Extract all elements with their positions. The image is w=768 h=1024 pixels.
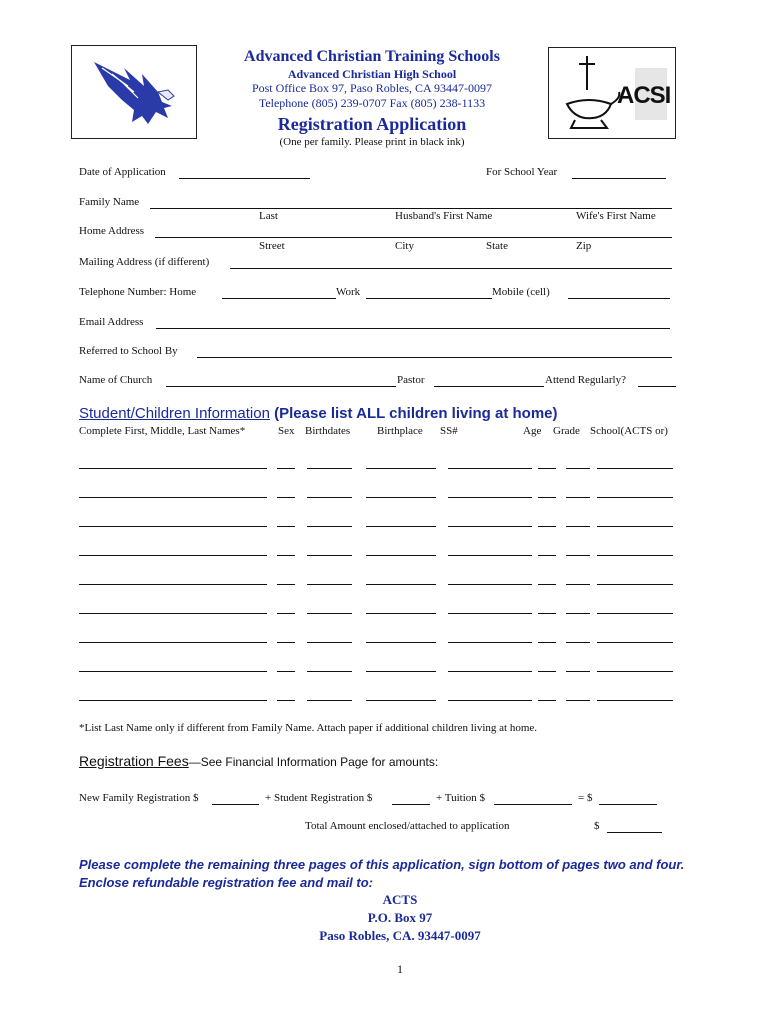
student-row-4-name-field[interactable] — [79, 555, 267, 556]
student-row-3-birthdate-field[interactable] — [307, 526, 352, 527]
student-row-8-birthdate-field[interactable] — [307, 671, 352, 672]
tuition-label: + Tuition $ — [436, 792, 486, 804]
student-row-8-name-field[interactable] — [79, 671, 267, 672]
year-label: For School Year — [486, 166, 558, 178]
student-row-3-sex-field[interactable] — [277, 526, 295, 527]
student-row-2-school-field[interactable] — [597, 497, 673, 498]
student-row-8-age-field[interactable] — [538, 671, 556, 672]
subtotal-field[interactable] — [599, 804, 657, 805]
student-row-2-sex-field[interactable] — [277, 497, 295, 498]
family-label: Family Name — [79, 196, 140, 208]
eagle-logo — [71, 45, 197, 139]
tuition-field[interactable] — [494, 804, 572, 805]
student-row-8-ssn-field[interactable] — [448, 671, 532, 672]
student-row-3-name-field[interactable] — [79, 526, 267, 527]
closing-line-2: Enclose refundable registration fee and mail to: — [79, 875, 374, 890]
mailing-label: Mailing Address (if different) — [79, 256, 210, 268]
students-heading-note: (Please list ALL children living at home) — [269, 405, 558, 422]
student-row-2-ssn-field[interactable] — [448, 497, 532, 498]
referred-field[interactable] — [197, 357, 672, 358]
col-age: Age — [523, 425, 542, 437]
col-sex: Sex — [278, 425, 295, 437]
student-row-2-grade-field[interactable] — [566, 497, 590, 498]
student-row-9-age-field[interactable] — [538, 700, 556, 701]
fees-heading-main: Registration Fees — [79, 753, 189, 769]
col-names: Complete First, Middle, Last Names* — [79, 425, 246, 437]
acsi-logo-text: ACSI — [617, 82, 671, 109]
student-row-3-ssn-field[interactable] — [448, 526, 532, 527]
student-row-1-sex-field[interactable] — [277, 468, 295, 469]
acsi-logo — [548, 47, 676, 139]
student-row-5-sex-field[interactable] — [277, 584, 295, 585]
student-row-2-birthdate-field[interactable] — [307, 497, 352, 498]
family-sub-wife: Wife's First Name — [576, 210, 656, 222]
email-field[interactable] — [156, 328, 670, 329]
student-row-1-school-field[interactable] — [597, 468, 673, 469]
fees-heading-note: —See Financial Information Page for amounts: — [188, 755, 439, 769]
form-subtitle: (One per family. Please print in black ink) — [279, 136, 465, 148]
work-label: Work — [336, 286, 361, 298]
mail-addr-1: ACTS — [382, 892, 418, 907]
student-row-5-ssn-field[interactable] — [448, 584, 532, 585]
school-name: Advanced Christian High School — [287, 67, 457, 81]
student-row-7-age-field[interactable] — [538, 642, 556, 643]
student-row-6-birthplace-field[interactable] — [366, 613, 436, 614]
students-heading — [79, 405, 558, 422]
family-field[interactable] — [150, 208, 672, 209]
student-row-7-ssn-field[interactable] — [448, 642, 532, 643]
form-title: Registration Application — [277, 114, 467, 134]
student-row-2-name-field[interactable] — [79, 497, 267, 498]
total-field[interactable] — [607, 832, 662, 833]
mobile-label: Mobile (cell) — [492, 286, 550, 298]
student-row-6-name-field[interactable] — [79, 613, 267, 614]
col-birthplace: Birthplace — [377, 425, 423, 437]
student-row-8-grade-field[interactable] — [566, 671, 590, 672]
student-row-9-school-field[interactable] — [597, 700, 673, 701]
mailing-field[interactable] — [230, 268, 672, 269]
student-row-4-age-field[interactable] — [538, 555, 556, 556]
email-label: Email Address — [79, 316, 144, 328]
home-sub-state: State — [486, 240, 508, 252]
student-row-9-grade-field[interactable] — [566, 700, 590, 701]
student-row-6-ssn-field[interactable] — [448, 613, 532, 614]
date-field[interactable] — [179, 178, 310, 179]
pastor-label: Pastor — [397, 374, 425, 386]
student-row-9-ssn-field[interactable] — [448, 700, 532, 701]
fees-heading — [79, 753, 438, 769]
student-reg-fee-field[interactable] — [392, 804, 430, 805]
student-row-3-grade-field[interactable] — [566, 526, 590, 527]
student-row-5-grade-field[interactable] — [566, 584, 590, 585]
student-row-6-school-field[interactable] — [597, 613, 673, 614]
student-row-5-age-field[interactable] — [538, 584, 556, 585]
student-row-6-grade-field[interactable] — [566, 613, 590, 614]
org-name: Advanced Christian Training Schools — [244, 48, 500, 65]
church-label: Name of Church — [79, 374, 153, 386]
student-row-1-birthplace-field[interactable] — [366, 468, 436, 469]
col-grade: Grade — [553, 425, 580, 437]
attend-field[interactable] — [638, 386, 676, 387]
family-sub-husband: Husband's First Name — [395, 210, 493, 222]
tel-label: Telephone Number: Home — [79, 286, 197, 298]
home-field[interactable] — [155, 237, 672, 238]
year-field[interactable] — [572, 178, 666, 179]
student-row-8-sex-field[interactable] — [277, 671, 295, 672]
new-family-label: New Family Registration $ — [79, 792, 199, 804]
student-row-6-sex-field[interactable] — [277, 613, 295, 614]
student-row-4-school-field[interactable] — [597, 555, 673, 556]
tel-work-field[interactable] — [366, 298, 492, 299]
student-row-7-name-field[interactable] — [79, 642, 267, 643]
student-row-4-birthdate-field[interactable] — [307, 555, 352, 556]
total-dollar: $ — [594, 820, 600, 832]
date-label: Date of Application — [79, 166, 166, 178]
student-row-8-school-field[interactable] — [597, 671, 673, 672]
student-row-5-name-field[interactable] — [79, 584, 267, 585]
student-row-1-name-field[interactable] — [79, 468, 267, 469]
student-row-7-birthplace-field[interactable] — [366, 642, 436, 643]
student-row-4-ssn-field[interactable] — [448, 555, 532, 556]
student-row-7-school-field[interactable] — [597, 642, 673, 643]
student-row-6-age-field[interactable] — [538, 613, 556, 614]
student-row-5-school-field[interactable] — [597, 584, 673, 585]
student-row-7-sex-field[interactable] — [277, 642, 295, 643]
home-sub-street: Street — [259, 240, 285, 252]
student-row-9-birthplace-field[interactable] — [366, 700, 436, 701]
mail-addr-2: P.O. Box 97 — [367, 910, 433, 925]
school-phone: Telephone (805) 239-0707 Fax (805) 238-1133 — [258, 96, 486, 110]
school-address: Post Office Box 97, Paso Robles, CA 93447-0097 — [251, 81, 493, 95]
student-row-1-age-field[interactable] — [538, 468, 556, 469]
col-birthdates: Birthdates — [305, 425, 351, 437]
new-family-fee-field[interactable] — [212, 804, 259, 805]
eagle-icon — [72, 46, 196, 138]
student-row-3-age-field[interactable] — [538, 526, 556, 527]
pastor-field[interactable] — [434, 386, 544, 387]
col-ssn: SS# — [440, 425, 458, 437]
student-row-1-grade-field[interactable] — [566, 468, 590, 469]
student-row-4-birthplace-field[interactable] — [366, 555, 436, 556]
tel-mobile-field[interactable] — [568, 298, 670, 299]
student-row-5-birthplace-field[interactable] — [366, 584, 436, 585]
home-sub-city: City — [395, 240, 414, 252]
student-row-1-birthdate-field[interactable] — [307, 468, 352, 469]
student-row-2-birthplace-field[interactable] — [366, 497, 436, 498]
student-row-7-birthdate-field[interactable] — [307, 642, 352, 643]
church-field[interactable] — [166, 386, 396, 387]
student-row-4-grade-field[interactable] — [566, 555, 590, 556]
student-row-2-age-field[interactable] — [538, 497, 556, 498]
student-row-8-birthplace-field[interactable] — [366, 671, 436, 672]
mail-addr-3: Paso Robles, CA. 93447-0097 — [319, 928, 481, 943]
student-row-7-grade-field[interactable] — [566, 642, 590, 643]
student-row-1-ssn-field[interactable] — [448, 468, 532, 469]
tel-home-field[interactable] — [222, 298, 336, 299]
student-row-4-sex-field[interactable] — [277, 555, 295, 556]
students-footnote: *List Last Name only if different from Family Name. Attach paper if additional children living at home. — [79, 722, 538, 734]
student-row-3-birthplace-field[interactable] — [366, 526, 436, 527]
home-label: Home Address — [79, 225, 145, 237]
student-row-9-sex-field[interactable] — [277, 700, 295, 701]
equals-label: = $ — [578, 792, 593, 804]
student-row-3-school-field[interactable] — [597, 526, 673, 527]
student-row-9-name-field[interactable] — [79, 700, 267, 701]
students-heading-main: Student/Children Information — [79, 405, 270, 422]
total-label: Total Amount enclosed/attached to application — [305, 820, 510, 832]
student-reg-label: + Student Registration $ — [265, 792, 373, 804]
home-sub-zip: Zip — [576, 240, 592, 252]
closing-line-1: Please complete the remaining three pages of this application, sign bottom of pages two and four. — [79, 857, 685, 872]
student-row-9-birthdate-field[interactable] — [307, 700, 352, 701]
col-school: School(ACTS or) — [590, 425, 668, 437]
family-sub-last: Last — [259, 210, 278, 222]
referred-label: Referred to School By — [79, 345, 178, 357]
student-row-6-birthdate-field[interactable] — [307, 613, 352, 614]
page-number: 1 — [397, 962, 403, 976]
attend-label: Attend Regularly? — [545, 374, 626, 386]
student-row-5-birthdate-field[interactable] — [307, 584, 352, 585]
